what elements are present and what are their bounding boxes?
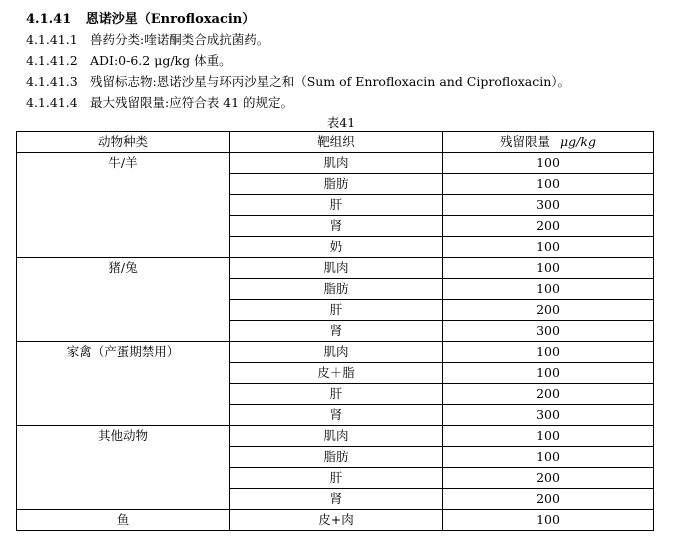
clause-line (26, 93, 293, 111)
tissue-cell: 肝 (230, 195, 443, 216)
animal-cell: 其他动物 (17, 426, 230, 510)
clause-line (26, 72, 570, 90)
animal-cell: 猪/兔 (17, 258, 230, 342)
limit-cell: 200 (443, 489, 654, 510)
limit-cell: 100 (443, 174, 654, 195)
clause-text: 残留标志物:恩诺沙星与环丙沙星之和（Sum of Enrofloxacin and Ciprofloxacin）。 (89, 74, 571, 89)
table-row (17, 342, 654, 363)
tissue-cell: 肝 (230, 300, 443, 321)
clause-number: 4.1.41.4 (26, 95, 78, 110)
table-row (17, 426, 654, 447)
table-body (17, 153, 654, 531)
section-title: 恩诺沙星（Enrofloxacin） (85, 12, 256, 27)
clause-text: 兽药分类:喹诺酮类合成抗菌药。 (89, 32, 270, 47)
header-limit-label: 残留限量 (500, 134, 551, 149)
tissue-cell: 脂肪 (230, 447, 443, 468)
tissue-cell: 皮+肉 (230, 510, 443, 531)
limit-cell: 200 (443, 468, 654, 489)
header-animal: 动物种类 (17, 132, 230, 153)
clause-number: 4.1.41.3 (26, 74, 78, 89)
tissue-cell: 肾 (230, 405, 443, 426)
tissue-cell: 肌肉 (230, 342, 443, 363)
tissue-cell: 肌肉 (230, 153, 443, 174)
animal-cell: 家禽（产蛋期禁用） (17, 342, 230, 426)
tissue-cell: 肾 (230, 216, 443, 237)
clause-text: ADI:0-6.2 μg/kg 体重。 (89, 53, 232, 68)
limit-cell: 100 (443, 258, 654, 279)
limit-cell: 100 (443, 510, 654, 531)
residue-limit-table (16, 131, 654, 531)
animal-cell: 鱼 (17, 510, 230, 531)
limit-cell: 200 (443, 384, 654, 405)
animal-cell: 牛/羊 (17, 153, 230, 258)
clause-text: 最大残留限量:应符合表 41 的规定。 (89, 95, 294, 110)
tissue-cell: 肌肉 (230, 426, 443, 447)
tissue-cell: 肾 (230, 489, 443, 510)
limit-cell: 300 (443, 405, 654, 426)
tissue-cell: 肾 (230, 321, 443, 342)
limit-cell: 100 (443, 447, 654, 468)
table-caption: 表41 (326, 115, 356, 130)
tissue-cell: 肝 (230, 384, 443, 405)
limit-cell: 100 (443, 279, 654, 300)
clause-line (26, 51, 232, 69)
limit-cell: 100 (443, 342, 654, 363)
limit-cell: 100 (443, 426, 654, 447)
limit-cell: 200 (443, 216, 654, 237)
tissue-cell: 脂肪 (230, 279, 443, 300)
header-unit: μg/kg (560, 134, 596, 149)
table-header-row (17, 132, 654, 153)
limit-cell: 100 (443, 237, 654, 258)
limit-cell: 300 (443, 195, 654, 216)
clause-number: 4.1.41.1 (26, 32, 78, 47)
section-heading (26, 8, 255, 27)
limit-cell: 100 (443, 363, 654, 384)
table-row (17, 153, 654, 174)
clause-line (26, 30, 269, 48)
tissue-cell: 脂肪 (230, 174, 443, 195)
header-tissue: 靶组织 (230, 132, 443, 153)
clause-number: 4.1.41.2 (26, 53, 78, 68)
table-row (17, 510, 654, 531)
table-row (17, 258, 654, 279)
tissue-cell: 皮＋脂 (230, 363, 443, 384)
section-number: 4.1.41 (26, 12, 72, 27)
tissue-cell: 肌肉 (230, 258, 443, 279)
limit-cell: 200 (443, 300, 654, 321)
limit-cell: 100 (443, 153, 654, 174)
limit-cell: 300 (443, 321, 654, 342)
tissue-cell: 肝 (230, 468, 443, 489)
header-limit (443, 132, 654, 153)
tissue-cell: 奶 (230, 237, 443, 258)
